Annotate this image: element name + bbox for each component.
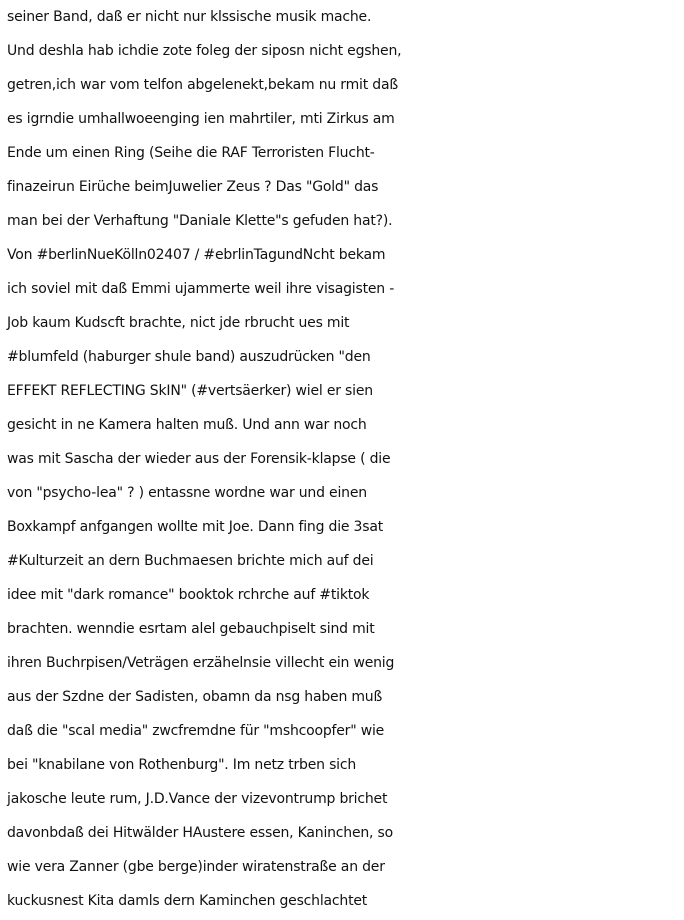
text-line-6: finazeirun Eirüche beimJuwelier Zeus ? Das "Gold" das [7,179,379,195]
text-line-12: EFFEKT REFLECTING SkIN" (#vertsäerker) wiel er sien [7,383,373,399]
text-line-13: gesicht in ne Kamera halten muß. Und ann war noch [7,417,367,433]
text-line-27: kuckusnest Kita damls dern Kaminchen geschlachtet [7,893,368,909]
text-line-22: daß die "scal media" zwcfremdne für "mshcoopfer" wie [7,723,385,739]
text-line-23: bei "knabilane von Rothenburg". Im netz trben sich [7,757,357,773]
text-line-18: idee mit "dark romance" booktok rchrche auf #tiktok [7,587,370,603]
text-line-5: Ende um einen Ring (Seihe die RAF Terroristen Flucht- [7,145,375,161]
text-line-9: ich soviel mit daß Emmi ujammerte weil ihre visagisten - [7,281,395,297]
text-line-15: von "psycho-lea" ? ) entassne wordne war und einen [7,485,367,501]
text-line-11: #blumfeld (haburger shule band) auszudrücken "den [7,349,371,365]
text-line-24: jakosche leute rum, J.D.Vance der vizevontrump brichet [7,791,388,807]
text-line-19: brachten. wenndie esrtam alel gebauchpiselt sind mit [7,621,375,637]
text-line-1: seiner Band, daß er nicht nur klssische musik mache. [7,9,372,25]
text-line-26: wie vera Zanner (gbe berge)inder wiratenstraße an der [7,859,385,875]
text-line-17: #Kulturzeit an dern Buchmaesen brichte mich auf dei [7,553,374,569]
text-line-14: was mit Sascha der wieder aus der Forensik-klapse ( die [7,451,391,467]
text-line-10: Job kaum Kudscft brachte, nict jde rbrucht ues mit [7,315,350,331]
text-line-3: getren,ich war vom telfon abgelenekt,bekam nu rmit daß [7,77,398,93]
text-line-20: ihren Buchrpisen/Veträgen erzähelnsie villecht ein wenig [7,655,395,671]
document-text [7,0,683,918]
text-line-2: Und deshla hab ichdie zote foleg der siposn nicht egshen, [7,43,402,59]
text-line-8: Von #berlinNueKölln02407 / #ebrlinTagundNcht bekam [7,247,386,263]
text-line-7: man bei der Verhaftung "Daniale Klette"s gefuden hat?). [7,213,393,229]
text-line-4: es igrndie umhallwoeenging ien mahrtiler, mti Zirkus am [7,111,395,127]
text-line-16: Boxkampf anfgangen wollte mit Joe. Dann fing die 3sat [7,519,384,535]
text-line-25: davonbdaß dei Hitwälder HAustere essen, Kaninchen, so [7,825,394,841]
text-line-21: aus der Szdne der Sadisten, obamn da nsg haben muß [7,689,383,705]
